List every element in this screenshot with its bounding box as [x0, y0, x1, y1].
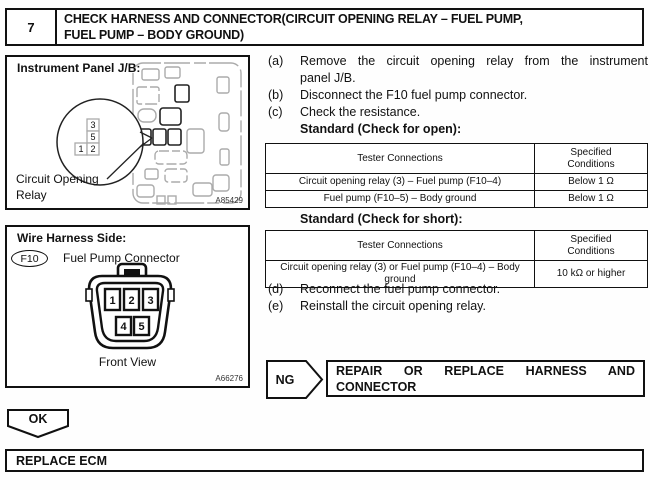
ok-label: OK [28, 412, 48, 426]
jb-panel-title: Instrument Panel J/B: [17, 61, 141, 75]
instrument-panel-jb-figure [5, 55, 250, 210]
connector-pin-4: 4 [120, 321, 127, 333]
check-open-table [265, 143, 648, 208]
step-header [5, 8, 644, 46]
step-number: 7 [7, 10, 57, 44]
standard-open-label: Standard (Check for open): [300, 122, 462, 136]
table-header-row [266, 144, 648, 174]
relay-pin-3: 3 [90, 120, 96, 130]
specified-conditions-header: Specified Conditions [535, 144, 648, 174]
ok-arrow [7, 409, 70, 439]
replace-ecm-box [5, 449, 644, 472]
wire-harness-figure [5, 225, 250, 388]
step-e: (e) Reinstall the circuit opening relay. [268, 299, 486, 313]
front-view-label: Front View [98, 355, 157, 369]
figure-code: A85429 [215, 196, 243, 205]
connector-pin-5: 5 [138, 321, 145, 333]
table-header-row [266, 231, 648, 261]
connector-name-label: Fuel Pump Connector [63, 251, 180, 265]
step-title-line1: CHECK HARNESS AND CONNECTOR(CIRCUIT OPENING RELAY – FUEL PUMP, [64, 12, 523, 26]
step-title-line2: FUEL PUMP – BODY GROUND) [64, 28, 244, 42]
check-short-table [265, 230, 648, 288]
step-a: (a) Remove the circuit opening relay from the instrument panel J/B. [268, 54, 648, 85]
ng-arrow [266, 360, 324, 399]
step-d: (d) Reconnect the fuel pump connector. [268, 282, 501, 296]
table-row: Circuit opening relay (3) or Fuel pump (F10–4) – Body ground 10 kΩ or higher [266, 261, 648, 288]
ng-action-box: REPAIR OR REPLACE HARNESS AND CONNECTOR [326, 360, 645, 397]
step-b: (b) Disconnect the F10 fuel pump connector. [268, 88, 528, 102]
relay-pin-5: 5 [90, 132, 96, 142]
connector-pin-3: 3 [147, 295, 154, 307]
standard-short-label: Standard (Check for short): [300, 212, 463, 226]
procedure-steps-d-e [262, 281, 648, 315]
table-row: Fuel pump (F10–5) – Body ground Below 1 Ω [266, 191, 648, 208]
tester-connections-header: Tester Connections [266, 231, 535, 261]
harness-panel-title: Wire Harness Side: [17, 231, 127, 245]
circuit-opening-relay-label: Circuit Opening Relay [16, 172, 99, 202]
ng-label: NG [275, 373, 295, 387]
relay-pin-1: 1 [78, 144, 84, 154]
connector-pin-1: 1 [109, 295, 116, 307]
step-title [57, 10, 642, 44]
connector-id-tag: F10 [11, 250, 48, 267]
connector-pin-2: 2 [128, 295, 135, 307]
replace-ecm-label: REPLACE ECM [16, 453, 107, 468]
tester-connections-header: Tester Connections [266, 144, 535, 174]
relay-pin-2: 2 [90, 144, 96, 154]
step-c: (c) Check the resistance. [268, 105, 421, 119]
specified-conditions-header: Specified Conditions [535, 231, 648, 261]
procedure-steps-a-c [262, 53, 648, 138]
figure-code: A66276 [215, 374, 243, 383]
table-row: Circuit opening relay (3) – Fuel pump (F10–4) Below 1 Ω [266, 174, 648, 191]
standard-short-label-row [262, 211, 648, 228]
